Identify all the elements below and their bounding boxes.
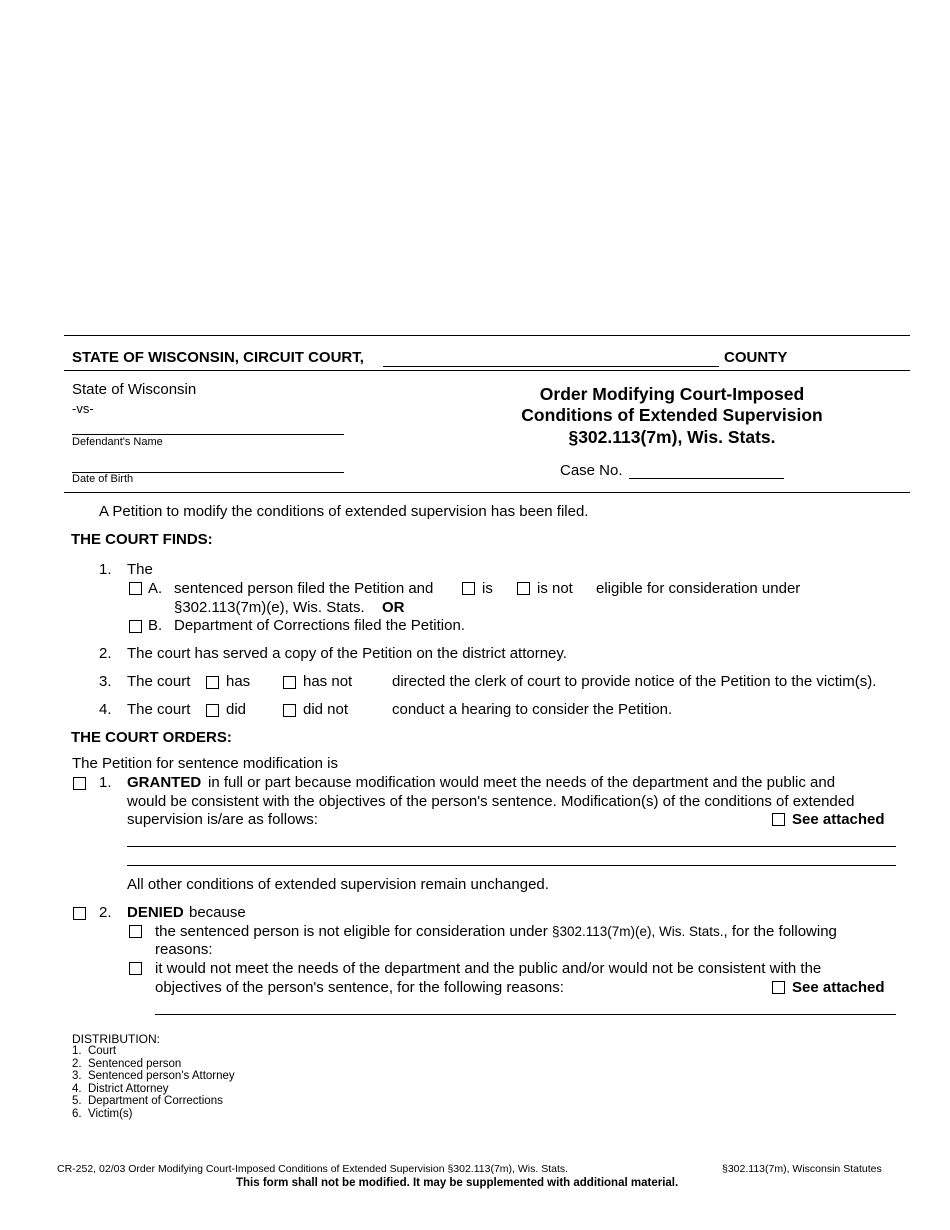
distribution-heading: DISTRIBUTION: (72, 1032, 161, 1046)
finding-1a-statute: §302.113(7m)(e), Wis. Stats. (174, 599, 365, 616)
finding-4-did-not-checkbox[interactable] (283, 704, 296, 717)
finding-3-has-not-checkbox[interactable] (283, 676, 296, 689)
case-number-label: Case No. (560, 462, 623, 479)
granted-text-line1: in full or part because modification would meet the needs of the department and the public and (208, 774, 836, 791)
caption-bottom-rule (64, 492, 910, 493)
modification-line-2[interactable] (127, 865, 896, 866)
orders-lead-text: The Petition for sentence modification is (72, 755, 338, 772)
form-title-line2: Conditions of Extended Supervision (521, 405, 823, 425)
finding-1a-is-label: is (482, 580, 493, 597)
intro-text: A Petition to modify the conditions of extended supervision has been filed. (99, 503, 589, 520)
distribution-item: 4. District Attorney (72, 1082, 169, 1095)
finding-2-number: 2. (99, 645, 112, 662)
denied-reason-1-tail: , for the following (723, 923, 837, 940)
date-of-birth-label: Date of Birth (72, 473, 134, 485)
footer-form-id: CR-252, 02/03 Order Modifying Court-Imposed Conditions of Extended Supervision §302.113(7m), Wis. Stats. (57, 1163, 569, 1175)
footer-statute: §302.113(7m), Wisconsin Statutes (722, 1163, 882, 1175)
finding-4-number: 4. (99, 701, 112, 718)
denied-number: 2. (99, 904, 112, 921)
footer-notice: This form shall not be modified. It may be supplemented with additional material. (236, 1177, 679, 1189)
distribution-item: 2. Sentenced person (72, 1057, 182, 1070)
denied-checkbox[interactable] (73, 907, 86, 920)
modification-line-1[interactable] (127, 846, 896, 847)
county-name-field[interactable] (383, 366, 719, 367)
finding-1a-label: A. (148, 580, 163, 597)
finding-3-has-label: has (226, 673, 251, 690)
granted-see-attached-checkbox[interactable] (772, 813, 785, 826)
header-bottom-rule (64, 370, 910, 371)
distribution-item: 6. Victim(s) (72, 1107, 133, 1120)
finding-1a-eligible-text: eligible for consideration under (596, 580, 801, 597)
denied-reasons-line[interactable] (155, 1014, 896, 1015)
denied-reason-1-text-b: reasons: (155, 941, 213, 958)
finding-3-text: directed the clerk of court to provide notice of the Petition to the victim(s). (392, 673, 877, 690)
granted-label: GRANTED (127, 774, 202, 791)
defendant-name-label: Defendant's Name (72, 436, 163, 448)
finding-4-did-checkbox[interactable] (206, 704, 219, 717)
court-finds-heading: THE COURT FINDS: (71, 531, 213, 548)
granted-see-attached-label: See attached (792, 811, 885, 828)
finding-2-text: The court has served a copy of the Petition on the district attorney. (127, 645, 567, 662)
finding-4-text: conduct a hearing to consider the Petition. (392, 701, 673, 718)
finding-4-did-label: did (226, 701, 247, 718)
granted-text-line3: supervision is/are as follows: (127, 811, 318, 828)
distribution-item: 1. Court (72, 1045, 117, 1057)
finding-3-has-checkbox[interactable] (206, 676, 219, 689)
case-number-field[interactable] (629, 478, 784, 479)
court-orders-heading: THE COURT ORDERS: (71, 729, 232, 746)
county-label: COUNTY (724, 349, 788, 366)
denied-reason-2-text-b: objectives of the person's sentence, for the following reasons: (155, 979, 564, 996)
denied-reason-1-text-a (155, 923, 837, 940)
finding-1b-checkbox[interactable] (129, 620, 142, 633)
granted-text-line2: would be consistent with the objectives of the person's sentence. Modification(s) of the conditions of extended (127, 793, 855, 810)
denied-label: DENIED (127, 904, 184, 921)
denied-see-attached-checkbox[interactable] (772, 981, 785, 994)
distribution-list (72, 1045, 235, 1120)
denied-see-attached-label: See attached (792, 979, 885, 996)
finding-1a-is-not-checkbox[interactable] (517, 582, 530, 595)
finding-1-lead: The (127, 561, 153, 578)
court-label: STATE OF WISCONSIN, CIRCUIT COURT, (72, 349, 364, 366)
form-title-line3: §302.113(7m), Wis. Stats. (568, 427, 776, 447)
distribution-item: 5. Department of Corrections (72, 1095, 223, 1107)
finding-3-number: 3. (99, 673, 112, 690)
distribution-item: 3. Sentenced person's Attorney (72, 1070, 235, 1082)
finding-3-lead: The court (127, 673, 191, 690)
finding-3-has-not-label: has not (303, 673, 353, 690)
finding-1a-checkbox[interactable] (129, 582, 142, 595)
granted-remain-text: All other conditions of extended supervision remain unchanged. (127, 876, 549, 893)
finding-1-number: 1. (99, 561, 112, 578)
granted-checkbox[interactable] (73, 777, 86, 790)
finding-1a-is-not-label: is not (537, 580, 573, 597)
defendant-name-field[interactable] (72, 434, 344, 435)
finding-4-did-not-label: did not (303, 701, 349, 718)
finding-1b-label: B. (148, 617, 163, 634)
finding-1a-text: sentenced person filed the Petition and (174, 580, 434, 597)
denied-reason-1-checkbox[interactable] (129, 925, 142, 938)
plaintiff-name: State of Wisconsin (72, 381, 197, 398)
granted-number: 1. (99, 774, 112, 791)
finding-1a-is-checkbox[interactable] (462, 582, 475, 595)
finding-4-lead: The court (127, 701, 191, 718)
finding-1a-or: OR (382, 599, 405, 616)
header-top-rule (64, 335, 910, 336)
form-title-line1: Order Modifying Court-Imposed (539, 384, 805, 404)
denied-reason-1-statute: §302.113(7m)(e), Wis. Stats. (551, 924, 724, 939)
denied-because: because (189, 904, 246, 921)
finding-1b-text: Department of Corrections filed the Petition. (174, 617, 465, 634)
denied-reason-2-checkbox[interactable] (129, 962, 142, 975)
denied-reason-1-lead: the sentenced person is not eligible for consideration under (155, 923, 548, 940)
denied-reason-2-text-a: it would not meet the needs of the department and the public and/or would not be consistent with the (155, 960, 822, 977)
versus-label: -vs- (72, 401, 94, 416)
